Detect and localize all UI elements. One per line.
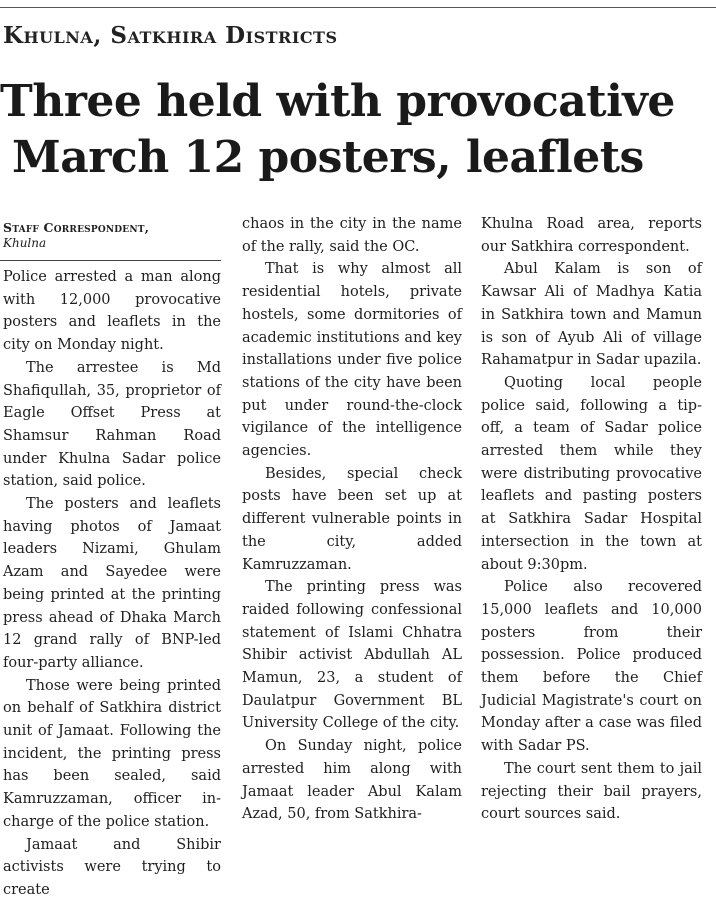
headline-line-2: March 12 posters, leaflets xyxy=(12,132,644,183)
byline-rule xyxy=(0,260,221,261)
paragraph: Quoting local people police said, following a tip-off, a team of Sadar police arrested them while they were distributing provocative leaflets and pasting posters at Satkhira Sadar Hospital intersection in the town at about 9:30pm. xyxy=(481,374,702,573)
paragraph: Khulna Road area, reports our Satkhira correspondent. xyxy=(481,216,702,255)
paragraph: Those were being printed on behalf of Satkhira district unit of Jamaat. Following the incident, the printing press has been sealed, said Kamruzzaman, officer in-charge of the police station. xyxy=(3,677,221,830)
paragraph: On Sunday night, police arrested him along with Jamaat leader Abul Kalam Azad, 50, from Satkhira- xyxy=(242,738,462,823)
byline xyxy=(3,220,219,251)
paragraph: The court sent them to jail rejecting their bail prayers, court sources said. xyxy=(481,760,702,823)
article-column-3 xyxy=(481,213,702,826)
paragraph: Jamaat and Shibir activists were trying to create xyxy=(3,836,221,898)
top-rule xyxy=(0,7,716,8)
article-column-2 xyxy=(242,213,462,826)
paragraph: That is why almost all residential hotels, private hostels, some dormitories of academic institutions and key installations under five police stations of the city have been put under round-the-clock vigilance of the intelligence agencies. xyxy=(242,261,462,460)
paragraph: Besides, special check posts have been set up at different vulnerable points in the city, added Kamruzzaman. xyxy=(242,465,462,573)
paragraph: Police arrested a man along with 12,000 provocative posters and leaflets in the city on Monday night. xyxy=(3,269,221,354)
paragraph: The arrestee is Md Shafiqullah, 35, proprietor of Eagle Offset Press at Shamsur Rahman Road under Khulna Sadar police station, said police. xyxy=(3,359,221,490)
paragraph: Abul Kalam is son of Kawsar Ali of Madhya Katia in Satkhira town and Mamun is son of Ayub Ali of village Rahamatpur in Sadar upazila. xyxy=(481,261,702,369)
byline-name: Staff Correspondent, xyxy=(3,220,150,235)
paragraph: Police also recovered 15,000 leaflets and 10,000 posters from their possession. Police produced them before the Chief Judicial Magistrate's court on Monday after a case was filed with Sadar PS. xyxy=(481,579,702,755)
section-kicker: Khulna, Satkhira Districts xyxy=(3,22,338,49)
headline-line-1: Three held with provocative xyxy=(0,76,675,127)
byline-place: Khulna xyxy=(3,236,47,250)
paragraph: The printing press was raided following confessional statement of Islami Chhatra Shibir activist Abdullah AL Mamun, 23, a student of Daulatpur Government BL University College of the city. xyxy=(242,579,462,732)
headline xyxy=(0,74,716,186)
paragraph: chaos in the city in the name of the rally, said the OC. xyxy=(242,216,462,255)
article-column-1 xyxy=(3,266,221,902)
paragraph: The posters and leaflets having photos of Jamaat leaders Nizami, Ghulam Azam and Sayedee were being printed at the printing press ahead of Dhaka March 12 grand rally of BNP-led four-party alliance. xyxy=(3,496,221,671)
